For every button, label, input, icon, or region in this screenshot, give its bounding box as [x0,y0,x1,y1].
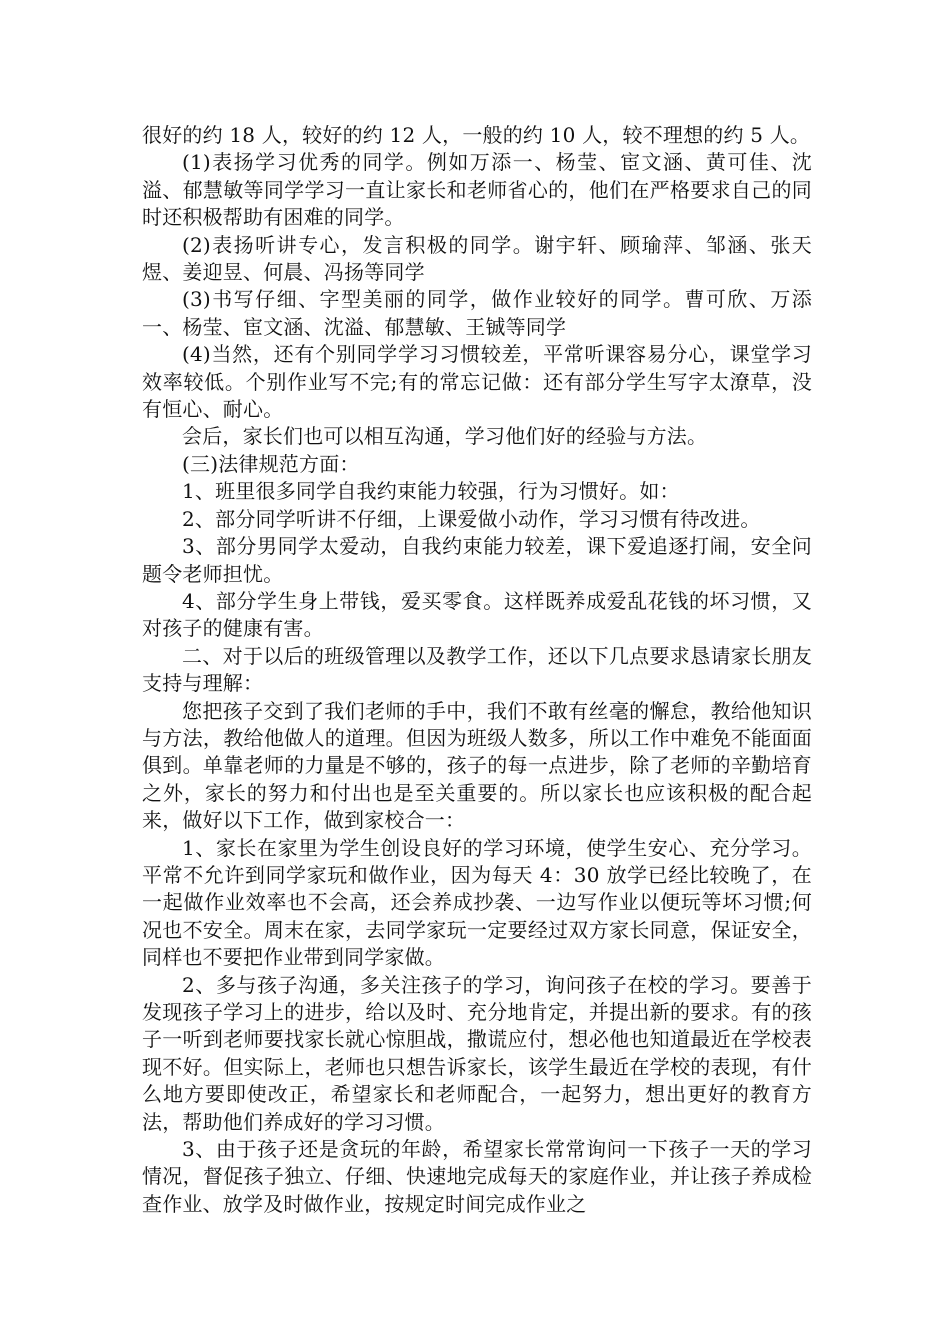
paragraph: 会后，家长们也可以相互沟通，学习他们好的经验与方法。 [182,424,708,449]
paragraph: (三)法律规范方面： [182,451,360,476]
paragraph: 1、班里很多同学自我约束能力较强，行为习惯好。如： [182,479,680,504]
paragraph: 3、部分男同学太爱动，自我约束能力较差，课下爱追逐打闹，安全问题令老师担忧。 [142,534,812,586]
document-body [142,122,812,1218]
paragraph: (4)当然，还有个别同学学习习惯较差，平常听课容易分心，课堂学习效率较低。个别作业写不完;有的常忘记做：还有部分学生写字太潦草，没有恒心、耐心。 [142,342,812,422]
paragraph: 二、对于以后的班级管理以及教学工作，还以下几点要求恳请家长朋友支持与理解： [142,643,812,696]
paragraph: (2)表扬听讲专心，发言积极的同学。谢宇轩、顾瑜萍、邹涵、张天煜、姜迎昱、何晨、冯扬等同学 [142,232,812,285]
paragraph: 很好的约 18 人，较好的约 12 人，一般的约 10 人，较不理想的约 5 人。 [142,123,811,147]
paragraph: 3、由于孩子还是贪玩的年龄，希望家长常常询问一下孩子一天的学习情况，督促孩子独立、仔细、快速地完成每天的家庭作业，并让孩子养成检查作业、放学及时做作业，按规定时间完成作业之 [142,1137,812,1216]
paragraph: 1、家长在家里为学生创设良好的学习环境，使学生安心、充分学习。平常不允许到同学家玩和做作业，因为每天 4：30 放学已经比较晚了，在一起做作业效率也不会高，还会养成抄袭、一边写作业以便玩等坏习惯;何况也不安全。周末在家，去同学家玩一定要经过双方家长同意，保证安全，同样也不要把作业带到同学家做。 [142,835,812,970]
paragraph: (3)书写仔细、字型美丽的同学，做作业较好的同学。曹可欣、万添一、杨莹、宦文涵、沈溢、郁慧敏、王铖等同学 [142,287,812,339]
paragraph: 2、部分同学听讲不仔细，上课爱做小动作，学习习惯有待改进。 [182,506,761,531]
paragraph: 4、部分学生身上带钱，爱买零食。这样既养成爱乱花钱的坏习惯，又对孩子的健康有害。 [142,588,812,641]
paragraph: 2、多与孩子沟通，多关注孩子的学习，询问孩子在校的学习。要善于发现孩子学习上的进步，给以及时、充分地肯定，并提出新的要求。有的孩子一听到老师要找家长就心惊胆战，撒谎应付，想必他也知道最近在学校表现不好。但实际上，老师也只想告诉家长，该学生最近在学校的表现，有什么地方要即使改正，希望家长和老师配合，一起努力，想出更好的教育方法，帮助他们养成好的学习习惯。 [142,972,812,1134]
paragraph: (1)表扬学习优秀的同学。例如万添一、杨莹、宦文涵、黄可佳、沈溢、郁慧敏等同学学习一直让家长和老师省心的，他们在严格要求自己的同时还积极帮助有困难的同学。 [142,150,812,230]
paragraph: 您把孩子交到了我们老师的手中，我们不敢有丝毫的懈怠，教给他知识与方法，教给他做人的道理。但因为班级人数多，所以工作中难免不能面面俱到。单靠老师的力量是不够的，孩子的每一点进步，除了老师的辛勤培育之外，家长的努力和付出也是至关重要的。所以家长也应该积极的配合起来，做好以下工作，做到家校合一： [142,698,812,833]
